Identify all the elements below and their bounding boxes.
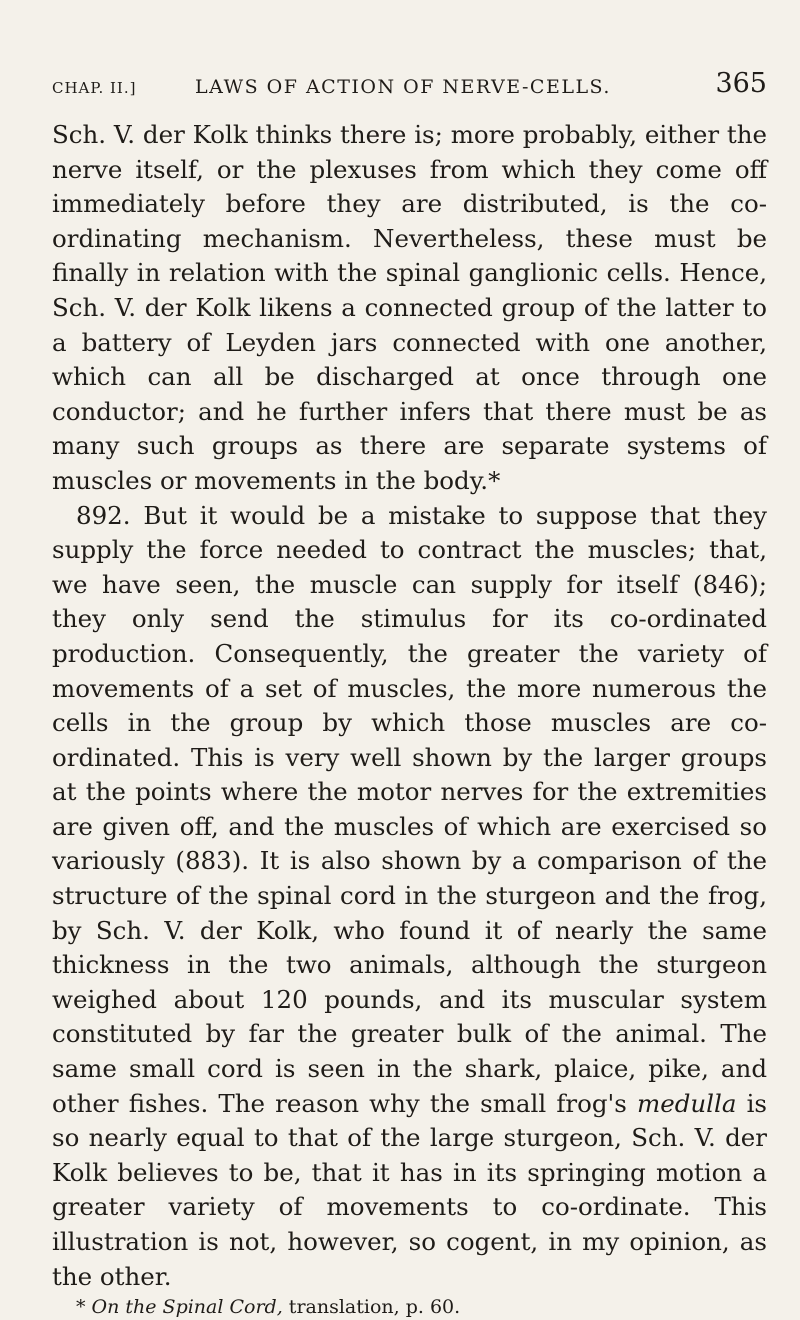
footnote-source-title: On the Spinal Cord, <box>91 1296 283 1319</box>
paragraph <box>52 118 767 499</box>
footnote <box>52 1294 767 1320</box>
footnote-marker: * <box>76 1296 86 1319</box>
footnote-citation: translation, p. 60. <box>282 1296 461 1319</box>
italic-term: medulla <box>636 1088 737 1118</box>
paragraph-text: 892. But it would be a mistake to suppose that they supply the force needed to contract the muscles; that, we have seen, the muscle can supply for itself (846); they only send the stimulus for its co-ordinated production. Consequently, the greater the variety of movements of a set of muscles, the more numerous the cells in the group by which those muscles are co-ordinated. This is very well shown by the larger groups at the points where the motor nerves for the extremities are given off, and the muscles of which are exercised so variously (883). It is also shown by a comparison of the structure of the spinal cord in the sturgeon and the frog, by Sch. V. der Kolk, who found it of nearly the same thickness in the two animals, although the sturgeon weighed about 120 pounds, and its muscular system constituted by far the greater bulk of the animal. The same small cord is seen in the shark, plaice, pike, and other fishes. The reason why the small frog's <box>52 500 767 1118</box>
running-title: LAWS OF ACTION OF NERVE-CELLS. <box>195 76 611 98</box>
book-page <box>52 62 767 1320</box>
running-head <box>52 62 767 118</box>
paragraph-892 <box>52 499 767 1295</box>
paragraph-text: is so nearly equal to that of the large sturgeon, Sch. V. der Kolk believes to be, that it has in its springing motion a greater variety of movements to co-ordinate. This illustration is not, however, so cogent, in my opinion, as the other. <box>52 1088 767 1291</box>
chapter-label: CHAP. II.] <box>52 79 137 97</box>
body-text <box>52 118 767 1294</box>
paragraph-text: Sch. V. der Kolk thinks there is; more probably, either the nerve itself, or the plexuses from which they come off immediately before they are distributed, is the co-ordinating mechanism. Nevertheless, these must be finally in relation with the spinal ganglionic cells. Hence, Sch. V. der Kolk likens a connected group of the latter to a battery of Leyden jars connected with one another, which can all be discharged at once through one conductor; and he further infers that there must be as many such groups as there are separate systems of muscles or movements in the body.* <box>52 120 767 495</box>
page-number: 365 <box>715 68 767 99</box>
